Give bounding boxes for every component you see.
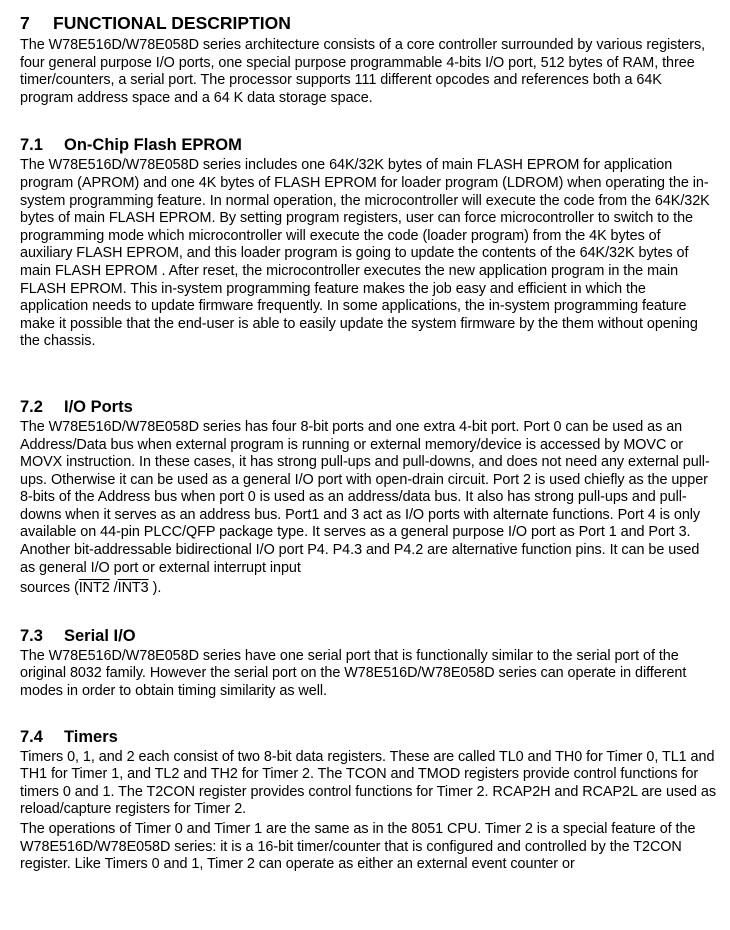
section-7-2-paragraph: The W78E516D/W78E058D series has four 8-bit ports and one extra 4-bit port. Port 0 can be used as an Address/Data bus when external program is running or external memory/device is accessed by MOVC or MOVX instruction. In these cases, it has strong pull-ups and pull-downs, and does not need any external pull-ups. Otherwise it can be used as a general I/O port with open-drain circuit. Port 2 is used chiefly as the upper 8-bits of the Address bus when port 0 is used as an address/data bus. It also has strong pull-ups and pull-downs when it serves as an address bus. Port1 and 3 act as I/O ports with alternate functions. Port 4 is only available on 44-pin PLCC/QFP package type. It serves as a general purpose I/O port as Port 1 and Port 3. Another bit-addressable bidirectional I/O port P4. P4.3 and P4.2 are alternative function pins. It can be used as general I/O port or external interrupt input [20, 418, 710, 576]
spacer [20, 598, 716, 625]
section-heading-7-2 [20, 396, 716, 418]
section-heading-7 [20, 12, 716, 34]
spacer [20, 351, 716, 396]
section-7-4-paragraph-1: Timers 0, 1, and 2 each consist of two 8-bit data registers. These are called TL0 and TH0 for Timer 0, TL1 and TH1 for Timer 1, and TL2 and TH2 for Timer 2. The TCON and TMOD registers provide control functions for timers 0 and 1. The T2CON register provides control functions for Timer 2. RCAP2H and RCAP2L are used as reload/capture registers for Timer 2. [20, 748, 716, 818]
section-title: FUNCTIONAL DESCRIPTION [53, 13, 291, 33]
int2-signal: INT2 [78, 580, 110, 597]
section-7-paragraph: The W78E516D/W78E058D series architecture consists of a core controller surrounded by various registers, four general purpose I/O ports, one special purpose programmable 4-bits I/O port, 512 bytes of RAM, three timer/counters, a serial port. The processor supports 111 different opcodes and references both a 64K program address space and a 64 K data storage space. [20, 37, 706, 106]
section-title: Timers [64, 727, 118, 746]
sources-prefix: sources ( [20, 580, 79, 597]
int3-signal: INT3 [117, 580, 149, 597]
document-page [20, 12, 716, 874]
section-heading-7-3 [20, 625, 716, 647]
section-title: I/O Ports [64, 397, 133, 416]
section-title: On-Chip Flash EPROM [64, 136, 242, 155]
spacer [20, 107, 716, 134]
section-number: 7.2 [20, 397, 43, 416]
spacer [20, 701, 716, 726]
section-7-4-paragraph-2: The operations of Timer 0 and Timer 1 are the same as in the 8051 CPU. Timer 2 is a special feature of the W78E516D/W78E058D series: it is a 16-bit timer/counter that is configured and controlled by the T2CON register. Like Timers 0 and 1, Timer 2 can operate as either an external event counter or [20, 821, 696, 873]
section-number: 7 [20, 13, 30, 33]
section-7-1-paragraph: The W78E516D/W78E058D series includes one 64K/32K bytes of main FLASH EPROM for application program (APROM) and one 4K bytes of FLASH EPROM for loader program (LDROM) when operating the in-system programming feature. In normal operation, the microcontroller will execute the code from the 64K/32K bytes of main FLASH EPROM. By setting program registers, user can force microcontroller to switch to the programming mode which microcontroller will execute the code (loader program) from the 4K bytes of auxiliary FLASH EPROM, and this loader program is going to update the contents of the 64K/32K bytes of main FLASH EPROM . After reset, the microcontroller executes the new application program in the main FLASH EPROM. This in-system programming feature makes the job easy and efficient in which the application needs to update firmware frequently. In some applications, the in-system programming feature make it possible that the end-user is able to easily update the system firmware by the them without opening the chassis. [20, 157, 710, 350]
section-number: 7.4 [20, 727, 43, 746]
section-heading-7-1 [20, 134, 716, 156]
section-number: 7.3 [20, 626, 43, 645]
slash: / [109, 580, 118, 597]
sources-suffix: ). [148, 580, 162, 597]
section-heading-7-4 [20, 726, 716, 748]
section-title: Serial I/O [64, 626, 136, 645]
section-number: 7.1 [20, 136, 43, 155]
section-7-3-paragraph: The W78E516D/W78E058D series have one serial port that is functionally similar to the serial port of the original 8032 family. However the serial port on the W78E516D/W78E058D series can operate in different modes in order to obtain timing similarity as well. [20, 647, 687, 700]
section-7-2-interrupt-line [20, 580, 716, 598]
